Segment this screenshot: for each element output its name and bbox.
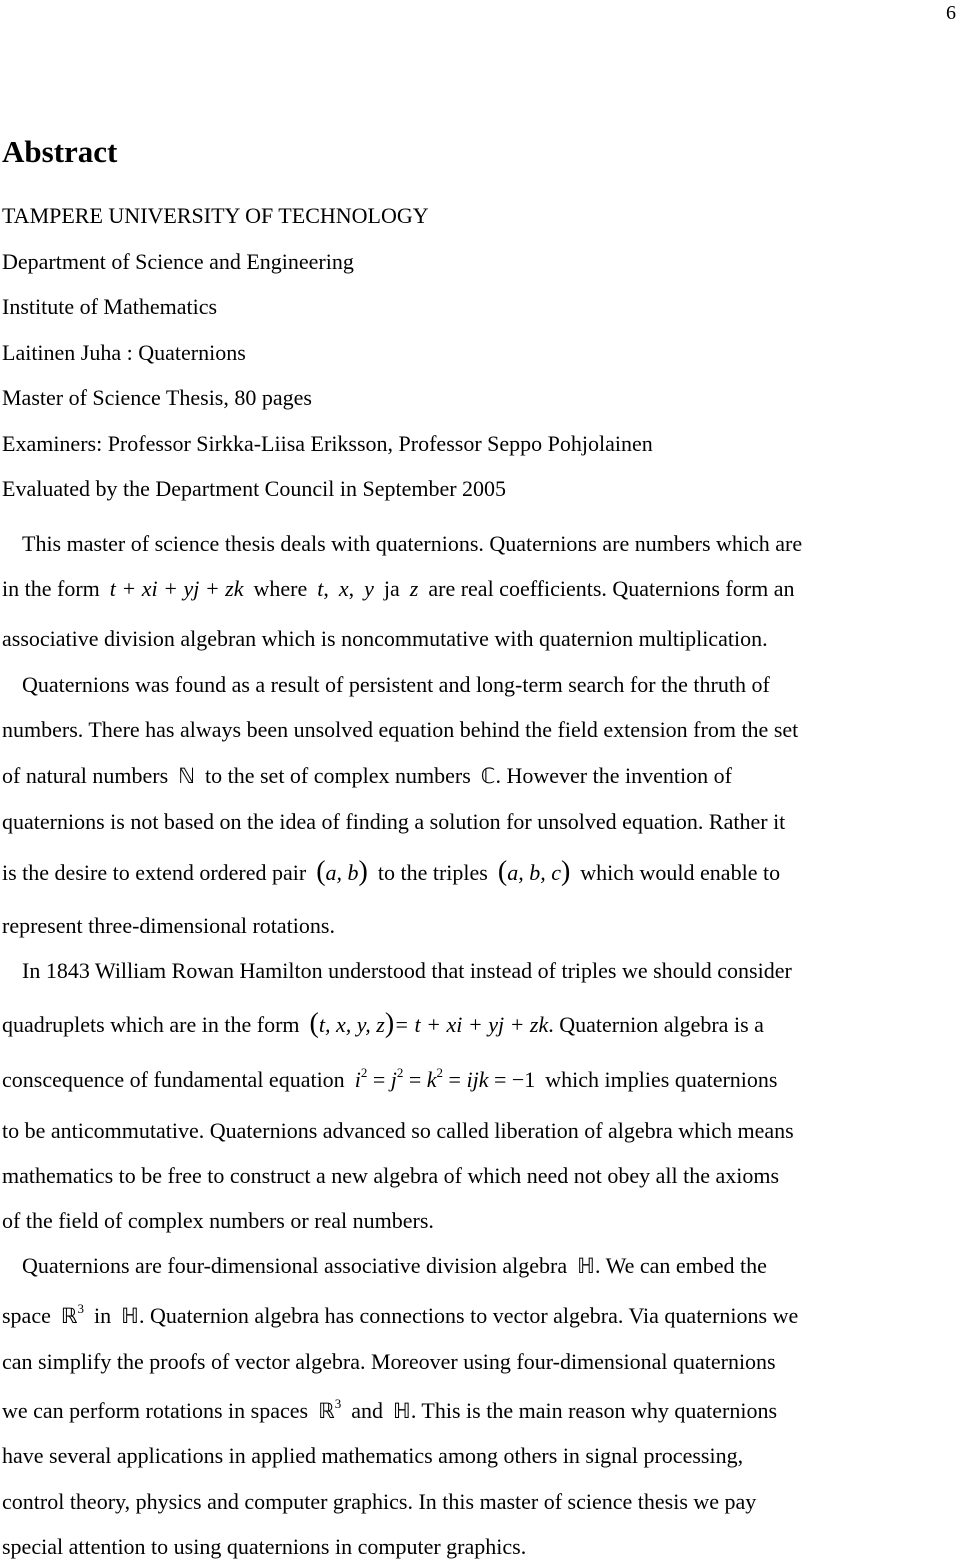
thesis-metadata (2, 193, 653, 512)
body-line: This master of science thesis deals with quaternions. Quaternions are numbers which are (22, 531, 803, 556)
quaternion-form: t + xi + yj + zk (109, 576, 244, 601)
body-line: of natural numbers ℕ to the set of complex numbers ℂ. However the invention of (2, 763, 732, 788)
body-line: Quaternions was found as a result of persistent and long-term search for the thruth of (22, 672, 770, 697)
meta-evaluation: Evaluated by the Department Council in September 2005 (2, 476, 507, 501)
quadruplet: t, x, y, z (318, 1012, 385, 1037)
complex-numbers-symbol: ℂ (480, 764, 496, 788)
body-line: have several applications in applied mathematics among others in signal processing, (2, 1443, 744, 1468)
body-line: to be anticommutative. Quaternions advanced so called liberation of algebra which means (2, 1118, 794, 1143)
body-line: In 1843 William Rowan Hamilton understood that instead of triples we should consider (22, 958, 792, 983)
body-line: space ℝ$^3$ in ℍ. Quaternion algebra has connections to vector algebra. Via quaternions we (2, 1301, 799, 1328)
body-line: associative division algebran which is noncommutative with quaternion multiplication. (2, 626, 768, 651)
meta-university: TAMPERE UNIVERSITY OF TECHNOLOGY (2, 203, 429, 228)
body-line: of the field of complex numbers or real numbers. (2, 1208, 434, 1233)
quaternion-set-symbol: ℍ (121, 1304, 139, 1328)
body-line: represent three-dimensional rotations. (2, 913, 335, 938)
body-line: we can perform rotations in spaces ℝ$^3$ and ℍ. This is the main reason why quaternions (2, 1396, 778, 1423)
abstract-heading: Abstract (2, 134, 118, 169)
body-line: numbers. There has always been unsolved equation behind the field extension from the set (2, 717, 799, 742)
quaternion-set-symbol: ℍ (392, 1399, 411, 1423)
meta-thesis-type: Master of Science Thesis, 80 pages (2, 385, 312, 410)
quadruplet-expansion: = t + xi + yj + zk (394, 1012, 549, 1037)
body-line: can simplify the proofs of vector algebra. Moreover using four-dimensional quaternions (2, 1349, 776, 1374)
natural-numbers-symbol: ℕ (178, 764, 195, 788)
body-line: control theory, physics and computer graphics. In this master of science thesis we pay (2, 1489, 757, 1514)
body-line: quadruplets which are in the form (t, x, y, z)= t + xi + yj + zk. Quaternion algebra is a (2, 1008, 764, 1039)
ordered-pair: a, b (325, 860, 359, 885)
body-line: conscequence of fundamental equation $i^2 = j^2 = k^2$ = ijk = −1 which implies quaternions (2, 1065, 778, 1092)
body-line: special attention to using quaternions in computer graphics. (2, 1534, 527, 1559)
body-line: in the form t + xi + yj + zk where t, x, y ja z are real coefficients. Quaternions form an (2, 576, 795, 601)
page-number: 6 (946, 2, 956, 24)
body-line: is the desire to extend ordered pair (a, b) to the triples (a, b, c) which would enable to (2, 856, 781, 887)
body-line: quaternions is not based on the idea of finding a solution for unsolved equation. Rather it (2, 809, 786, 834)
body-line: mathematics to be free to construct a new algebra of which need not obey all the axioms (2, 1163, 780, 1188)
meta-author-title: Laitinen Juha : Quaternions (2, 339, 246, 365)
fundamental-equation: $i^2 = j^2 = k^2$ = ijk = −1 (354, 1065, 536, 1092)
meta-department: Department of Science and Engineering (2, 248, 354, 274)
meta-institute: Institute of Mathematics (2, 294, 218, 319)
meta-examiners: Examiners: Professor Sirkka-Liisa Eriksson, Professor Seppo Pohjolainen (2, 430, 653, 456)
triple: a, b, c (507, 860, 561, 885)
real-space-symbol: ℝ (60, 1304, 78, 1328)
quaternion-set-symbol: ℍ (577, 1254, 595, 1278)
real-space-symbol: ℝ (318, 1399, 335, 1423)
body-line: Quaternions are four-dimensional associative division algebra ℍ. We can embed the (22, 1253, 767, 1278)
